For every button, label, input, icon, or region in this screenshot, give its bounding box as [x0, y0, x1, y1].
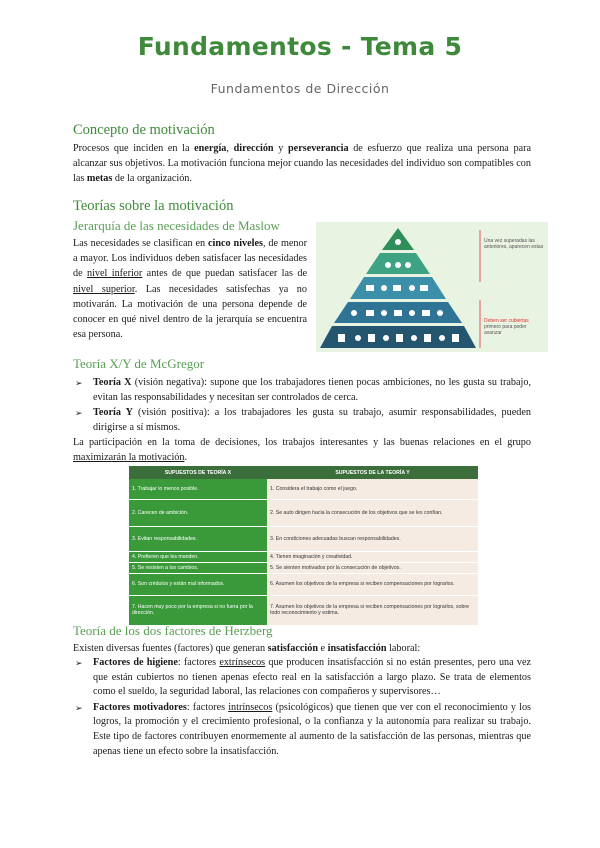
- table-cell: 3. En condiciones adecuadas buscan responsabilidades.: [267, 526, 478, 551]
- table-cell: 6. Asumen los objetivos de la empresa si reciben compensaciones por lograrlos.: [267, 573, 478, 595]
- page-subtitle: Fundamentos de Dirección: [210, 81, 390, 96]
- pyramid-note-top: Una vez superadas las anteriores, aparecen estas: [484, 238, 544, 250]
- table-header-row: [129, 466, 478, 479]
- table-cell: 4. Prefieren que les manden.: [129, 551, 267, 562]
- subheading-mcgregor: Teoría X/Y de McGregor: [73, 356, 205, 371]
- table-cell: 5. Se sienten motivados por la consecución de objetivos.: [267, 562, 478, 573]
- table-row: [129, 573, 478, 595]
- pyramid-note-bottom: Deben ser cubiertas primero para poder avanzar: [484, 318, 529, 336]
- list-item: ➢ Teoría X (visión negativa): supone que los trabajadores tienen pocas ambiciones, no les gusta su trabajo, evitan las responsabilidades y necesitan ser controlados de cerca.: [75, 377, 531, 403]
- table-cell: 4. Tienen imaginación y creatividad.: [267, 551, 478, 562]
- table-row: [129, 526, 478, 551]
- paragraph-herzberg: Existen diversas fuentes (factores) que generan satisfacción e insatisfacción laboral:: [73, 643, 421, 654]
- theory-xy-table: [129, 466, 478, 626]
- section-heading-teorias: Teorías sobre la motivación: [73, 198, 234, 214]
- table-row: [129, 499, 478, 526]
- list-item: ➢ Factores motivadores: factores intrínsecos (psicológicos) que tienen que ver con el reconocimiento y los logros, la promoción y el crecimiento profesional, o la confianza y la autonomía para realizar su trabajo. Este tipo de factores contribuyen enormemente al aumento de la satisfacción de las personas, mientras que apenas tiene un efecto sobre la insatisfacción.: [75, 701, 531, 757]
- table-row: [129, 562, 478, 573]
- list-item: ➢ Factores de higiene: factores extrínsecos que producen insatisfacción si no están presentes, pero una vez que están cubiertos no tienen apenas efecto real en la satisfacción a largo plazo. Se trata de elementos como el sueldo, la seguridad laboral, las relaciones con compañeros y supervisores…: [75, 657, 531, 698]
- table-cell: 3. Evitan responsabilidades.: [129, 526, 267, 551]
- page-title: Fundamentos - Tema 5: [137, 32, 463, 61]
- paragraph-mcgregor: La participación en la toma de decisiones, los trabajos interesantes y las buenas relaciones en el grupo maximizarán la motivación.: [73, 437, 531, 464]
- table-cell: 5. Se resisten a los cambios.: [129, 562, 267, 573]
- table-row: [129, 595, 478, 625]
- table-cell: 7. Hacen muy poco por la empresa si no fuera por la dirección.: [129, 595, 267, 625]
- table-cell: 2. Se auto dirigen hacia la consecución de los objetivos que se les confían.: [267, 499, 478, 526]
- table-cell: 1. Considera el trabajo como el juego.: [267, 479, 478, 499]
- subheading-herzberg: Teoría de los dos factores de Herzberg: [73, 623, 273, 638]
- paragraph-concepto: Procesos que inciden en la energía, dirección y perseverancia de esfuerzo que realiza una persona para alcanzar sus objetivos. La motivación funciona mejor cuando las necesidades del individuo son compatibles con las metas de la organización.: [73, 143, 532, 185]
- maslow-pyramid-image: [316, 222, 548, 352]
- table-row: [129, 551, 478, 562]
- table-header-y: SUPUESTOS DE LA TEORÍA Y: [267, 466, 478, 479]
- table-cell: 7. Asumen los objetivos de la empresa si reciben compensaciones por lograrlos, sobre todo reconocimiento y estima.: [267, 595, 478, 625]
- paragraph-maslow: Las necesidades se clasifican en cinco niveles, de menor a mayor. Los individuos deben satisfacer las necesidades de nivel inferior antes de que puedan satisfacer las de nivel superior. Las necesidades satisfechas ya no motivarán. La motivación de una persona depende de conocer en qué nivel dentro de la jerarquía se encuentra esa persona.: [73, 238, 307, 341]
- mcgregor-list: [73, 376, 531, 436]
- table-cell: 6. Son crédulos y están mal informados.: [129, 573, 267, 595]
- table-row: [129, 479, 478, 499]
- herzberg-list: [73, 656, 531, 760]
- table-cell: 2. Carecen de ambición.: [129, 499, 267, 526]
- table-header-x: SUPUESTOS DE TEORÍA X: [129, 466, 267, 479]
- subheading-maslow: Jerarquía de las necesidades de Maslow: [73, 218, 280, 233]
- section-heading-concepto: Concepto de motivación: [73, 122, 215, 138]
- table-cell: 1. Trabajar lo menos posible.: [129, 479, 267, 499]
- list-item: ➢ Teoría Y (visión positiva): a los trabajadores les gusta su trabajo, asumir responsabilidades, pueden dirigirse a sí mismos.: [75, 407, 531, 433]
